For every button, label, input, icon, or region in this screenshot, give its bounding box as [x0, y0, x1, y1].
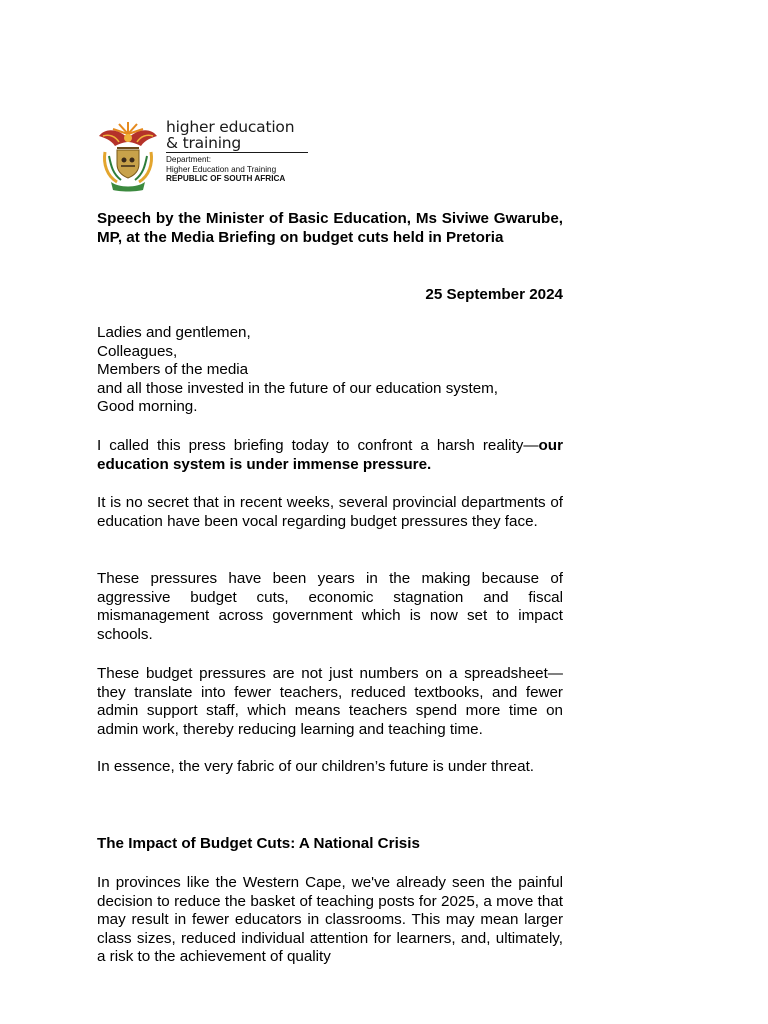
country-name: REPUBLIC OF SOUTH AFRICA	[166, 174, 286, 183]
paragraph-1	[97, 437, 563, 474]
speech-title: Speech by the Minister of Basic Education, Ms Siviwe Gwarube, MP, at the Media Briefing on budget cuts held in Pretoria	[97, 210, 563, 246]
paragraph-3: These pressures have been years in the making because of aggressive budget cuts, economic stagnation and fiscal mismanagement across government which is now set to impact schools.	[97, 570, 563, 643]
paragraph-1-emphasis: our education system is under immense pressure.	[97, 437, 563, 473]
section-heading: The Impact of Budget Cuts: A National Crisis	[97, 835, 420, 852]
greeting-line: Members of the media	[97, 361, 249, 378]
logo-divider	[166, 152, 308, 153]
dept-label: Department:	[166, 155, 212, 164]
brand-name-line1: higher education	[166, 118, 295, 136]
greeting-line: Ladies and gentlemen,	[97, 324, 251, 341]
greeting-line: and all those invested in the future of our education system,	[97, 379, 499, 397]
greeting-block	[97, 324, 563, 417]
paragraph-4: These budget pressures are not just numbers on a spreadsheet—they translate into fewer teachers, reduced textbooks, and fewer admin support staff, which means teachers spend more time on admin work, thereby reducing learning and teaching time.	[97, 665, 563, 738]
dept-name: Higher Education and Training	[166, 164, 277, 174]
brand-name-line2: & training	[166, 134, 242, 152]
logo-text	[166, 119, 312, 184]
greeting-line: Colleagues,	[97, 342, 178, 360]
greeting-line: Good morning.	[97, 398, 198, 415]
paragraph-2: It is no secret that in recent weeks, several provincial departments of education have been vocal regarding budget pressures they face.	[97, 494, 563, 530]
paragraph-5: In essence, the very fabric of our children’s future is under threat.	[97, 758, 535, 775]
coat-of-arms-icon	[97, 118, 159, 192]
paragraph-1-text: I called this press briefing today to confront a harsh reality—	[97, 437, 539, 454]
paragraph-6: In provinces like the Western Cape, we've already seen the painful decision to reduce the basket of teaching posts for 2025, a move that may result in fewer educators in classrooms. This may mean larger class sizes, reduced individual attention for learners, and, ultimately, a risk to the achievement of quality	[97, 874, 563, 965]
department-logo	[97, 116, 317, 192]
speech-date: 25 September 2024	[425, 286, 563, 303]
